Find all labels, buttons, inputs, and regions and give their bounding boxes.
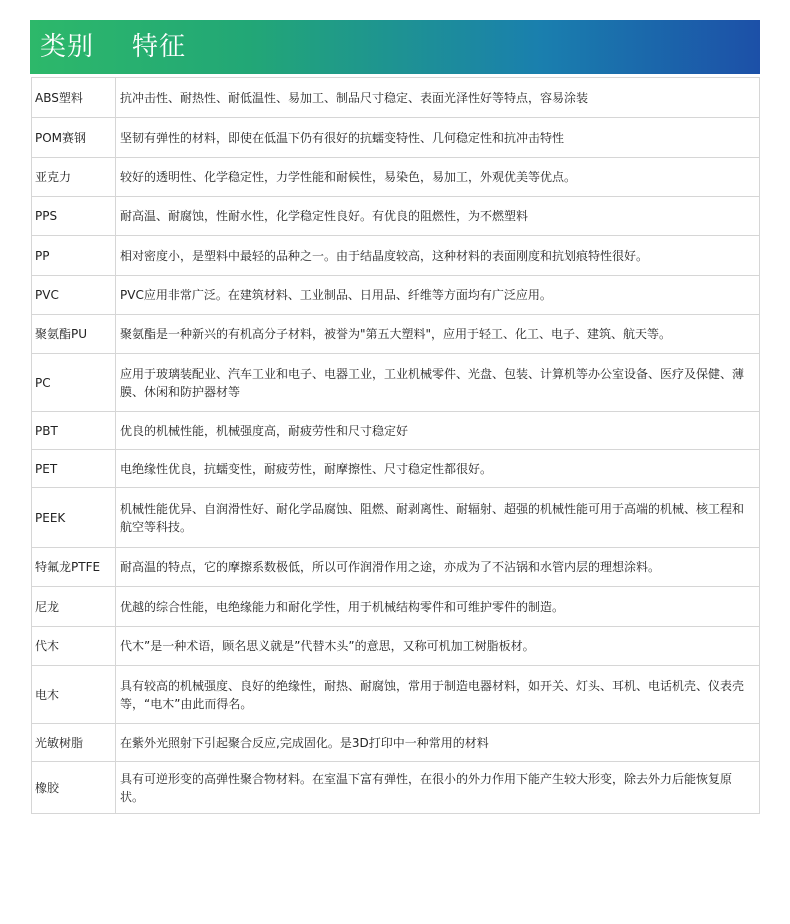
- table-row: [32, 762, 760, 814]
- material-name: POM赛钢: [32, 118, 116, 158]
- table-row: [32, 236, 760, 276]
- table-row: [32, 78, 760, 118]
- material-name: 亚克力: [32, 158, 116, 197]
- table-row: [32, 315, 760, 354]
- material-feature: 较好的透明性、化学稳定性，力学性能和耐候性，易染色，易加工，外观优美等优点。: [116, 158, 760, 197]
- material-feature: 优良的机械性能，机械强度高，耐疲劳性和尺寸稳定好: [116, 412, 760, 450]
- material-name: PET: [32, 450, 116, 488]
- material-feature: 机械性能优异、自润滑性好、耐化学品腐蚀、阻燃、耐剥离性、耐辐射、超强的机械性能可用于高端的机械、核工程和航空等科技。: [116, 488, 760, 548]
- table-row: [32, 488, 760, 548]
- material-feature: 相对密度小，是塑料中最轻的品种之一。由于结晶度较高，这种材料的表面刚度和抗划痕特性很好。: [116, 236, 760, 276]
- material-name: 电木: [32, 666, 116, 724]
- table-header-banner: [30, 20, 760, 74]
- material-name: 尼龙: [32, 587, 116, 627]
- table-row: [32, 587, 760, 627]
- feature-column-header: 特征: [132, 32, 187, 62]
- table-row: [32, 724, 760, 762]
- table-row: [32, 627, 760, 666]
- table-row: [32, 276, 760, 315]
- material-name: 特氟龙PTFE: [32, 548, 116, 587]
- material-feature: 聚氨酯是一种新兴的有机高分子材料，被誉为"第五大塑料"，应用于轻工、化工、电子、建筑、航天等。: [116, 315, 760, 354]
- material-name: PVC: [32, 276, 116, 315]
- material-name: 光敏树脂: [32, 724, 116, 762]
- material-feature: 在紫外光照射下引起聚合反应,完成固化。是3D打印中一种常用的材料: [116, 724, 760, 762]
- material-feature: 坚韧有弹性的材料，即使在低温下仍有很好的抗蠕变特性、几何稳定性和抗冲击特性: [116, 118, 760, 158]
- material-feature: 耐高温的特点，它的摩擦系数极低，所以可作润滑作用之途，亦成为了不沾锅和水管内层的理想涂料。: [116, 548, 760, 587]
- table-row: [32, 548, 760, 587]
- material-feature: 耐高温、耐腐蚀，性耐水性，化学稳定性良好。有优良的阻燃性，为不燃塑料: [116, 197, 760, 236]
- category-column-header: 类别: [40, 32, 95, 62]
- material-feature: 具有可逆形变的高弹性聚合物材料。在室温下富有弹性，在很小的外力作用下能产生较大形变，除去外力后能恢复原状。: [116, 762, 760, 814]
- material-name: PBT: [32, 412, 116, 450]
- material-feature: 具有较高的机械强度、良好的绝缘性，耐热、耐腐蚀，常用于制造电器材料，如开关、灯头、耳机、电话机壳、仪表壳等，“电木”由此而得名。: [116, 666, 760, 724]
- material-feature: PVC应用非常广泛。在建筑材料、工业制品、日用品、纤维等方面均有广泛应用。: [116, 276, 760, 315]
- material-feature: 代木”是一种术语，顾名思义就是”代替木头”的意思，又称可机加工树脂板材。: [116, 627, 760, 666]
- material-name: 橡胶: [32, 762, 116, 814]
- table-row: [32, 118, 760, 158]
- materials-table-body: [32, 78, 760, 814]
- material-feature: 电绝缘性优良，抗蠕变性，耐疲劳性，耐摩擦性、尺寸稳定性都很好。: [116, 450, 760, 488]
- material-feature: 优越的综合性能，电绝缘能力和耐化学性，用于机械结构零件和可维护零件的制造。: [116, 587, 760, 627]
- material-name: 聚氨酯PU: [32, 315, 116, 354]
- table-row: [32, 158, 760, 197]
- table-row: [32, 354, 760, 412]
- table-row: [32, 412, 760, 450]
- material-feature: 应用于玻璃装配业、汽车工业和电子、电器工业，工业机械零件、光盘、包装、计算机等办公室设备、医疗及保健、薄膜、休闲和防护器材等: [116, 354, 760, 412]
- material-name: PC: [32, 354, 116, 412]
- table-row: [32, 197, 760, 236]
- materials-table: [31, 77, 760, 814]
- table-row: [32, 666, 760, 724]
- material-name: ABS塑料: [32, 78, 116, 118]
- material-feature: 抗冲击性、耐热性、耐低温性、易加工、制品尺寸稳定、表面光泽性好等特点，容易涂装: [116, 78, 760, 118]
- material-name: PP: [32, 236, 116, 276]
- material-name: PEEK: [32, 488, 116, 548]
- table-row: [32, 450, 760, 488]
- material-name: 代木: [32, 627, 116, 666]
- material-name: PPS: [32, 197, 116, 236]
